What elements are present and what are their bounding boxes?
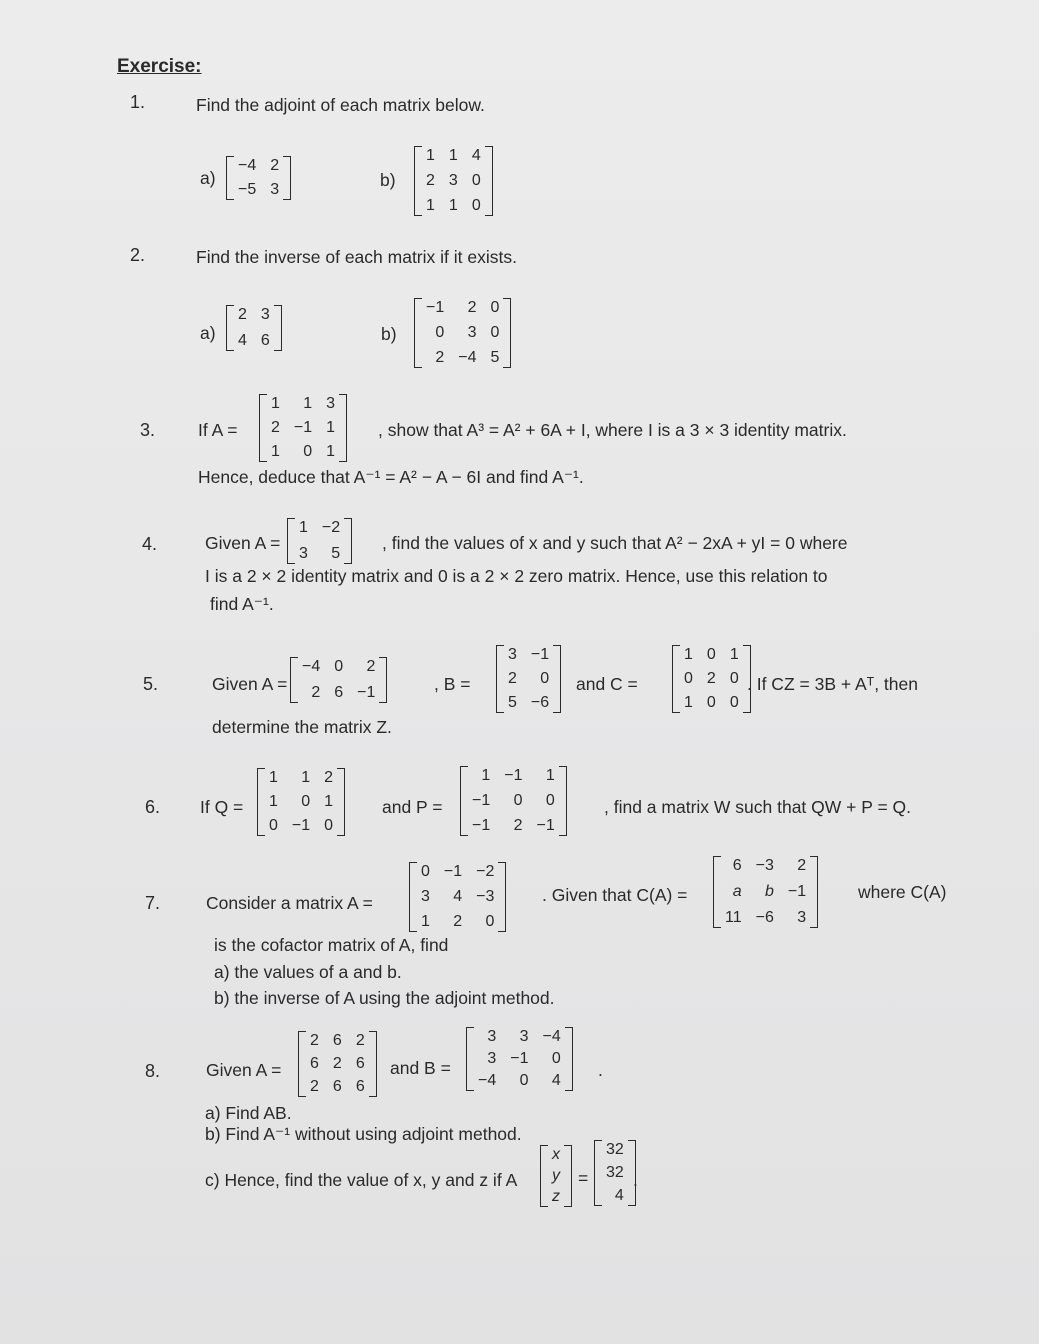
matrix-entry: 6 bbox=[334, 684, 344, 701]
matrix-entry: 3 bbox=[270, 181, 280, 198]
matrix-entry: 0 bbox=[471, 172, 481, 189]
matrix-entry: 1 bbox=[324, 793, 334, 810]
matrix-entry: −4 bbox=[458, 349, 477, 366]
matrix-entry: 11 bbox=[725, 909, 742, 926]
matrix-entry: 2 bbox=[453, 913, 463, 930]
matrix-entry: 1 bbox=[269, 793, 278, 810]
matrix-entry: 1 bbox=[448, 147, 458, 164]
matrix-entry: 4 bbox=[471, 147, 481, 164]
matrix-entry: −1 bbox=[530, 646, 550, 663]
left-bracket bbox=[672, 645, 680, 713]
matrix-entry: 3 bbox=[260, 306, 270, 323]
matrix-entry: −1 bbox=[504, 767, 523, 784]
matrix-entry: 0 bbox=[471, 197, 481, 214]
matrix-entry: 0 bbox=[706, 694, 716, 711]
q7-post: where C(A) bbox=[858, 882, 947, 902]
matrix-entry: −4 bbox=[478, 1072, 497, 1089]
matrix-entry: −1 bbox=[510, 1050, 529, 1067]
matrix-entry: 3 bbox=[519, 1028, 529, 1045]
q3-line2: Hence, deduce that A⁻¹ = A² − A − 6I and find A⁻¹. bbox=[198, 467, 584, 487]
matrix-entry: 3 bbox=[487, 1050, 497, 1067]
matrix-entry: 2 bbox=[332, 1055, 342, 1072]
q6-mid: and P = bbox=[382, 797, 443, 817]
matrix-entry: 6 bbox=[260, 332, 270, 349]
right-bracket bbox=[485, 146, 493, 216]
matrix-entry: 1 bbox=[271, 395, 280, 412]
q5-mid2: and C = bbox=[576, 674, 638, 694]
matrix-entry: 6 bbox=[355, 1055, 365, 1072]
q8-vector-xyz bbox=[540, 1145, 572, 1207]
matrix-entry: −4 bbox=[302, 658, 321, 675]
right-bracket bbox=[565, 1027, 573, 1091]
matrix-entry: 6 bbox=[732, 857, 742, 874]
matrix-entry: 4 bbox=[551, 1072, 561, 1089]
matrix-entry: a bbox=[732, 883, 742, 900]
right-bracket bbox=[553, 645, 561, 713]
q1a-matrix bbox=[226, 156, 291, 200]
matrix-entry: 3 bbox=[797, 909, 807, 926]
matrix-entry: 2 bbox=[797, 857, 807, 874]
matrix-entry: 5 bbox=[490, 349, 500, 366]
matrix-entry: −1 bbox=[443, 863, 463, 880]
q6-post: , find a matrix W such that QW + P = Q. bbox=[604, 797, 912, 817]
q6-pre: If Q = bbox=[200, 797, 244, 817]
left-bracket bbox=[414, 146, 422, 216]
matrix-entry: 1 bbox=[301, 769, 311, 786]
q1b-label: b) bbox=[380, 170, 396, 190]
q7-part-a: a) the values of a and b. bbox=[214, 962, 402, 982]
matrix-entry: 0 bbox=[269, 817, 278, 834]
q8-part-c: c) Hence, find the value of x, y and z if A bbox=[205, 1170, 518, 1190]
matrix-entry: 2 bbox=[271, 419, 280, 436]
matrix-entry: 1 bbox=[481, 767, 491, 784]
q8-matrix-A bbox=[298, 1031, 377, 1097]
page-title: Exercise: bbox=[117, 56, 202, 77]
matrix-entry: −5 bbox=[238, 181, 257, 198]
matrix-entry: 4 bbox=[614, 1187, 624, 1204]
matrix-entry: 1 bbox=[299, 519, 308, 536]
q4-line3: find A⁻¹. bbox=[210, 594, 274, 614]
q2b-matrix bbox=[414, 298, 511, 368]
matrix-entry: 0 bbox=[545, 792, 555, 809]
right-bracket bbox=[498, 862, 506, 932]
left-bracket bbox=[290, 657, 298, 703]
q6-matrix-Q bbox=[257, 768, 345, 836]
matrix-entry: 6 bbox=[355, 1078, 365, 1095]
matrix-entry: 2 bbox=[355, 1032, 365, 1049]
q7-mid: . Given that C(A) = bbox=[542, 885, 688, 905]
matrix-entry: 1 bbox=[684, 646, 693, 663]
left-bracket bbox=[496, 645, 504, 713]
q8-part-b: b) Find A⁻¹ without using adjoint method. bbox=[205, 1124, 522, 1144]
matrix-entry: 0 bbox=[334, 658, 344, 675]
q8-pre: Given A = bbox=[206, 1060, 282, 1080]
matrix-entry: z bbox=[552, 1188, 560, 1205]
q3-pre: If A = bbox=[198, 420, 238, 440]
right-bracket bbox=[379, 657, 387, 703]
q7-line2: is the cofactor matrix of A, find bbox=[214, 935, 449, 955]
matrix-entry: 3 bbox=[448, 172, 458, 189]
matrix-entry: 1 bbox=[426, 197, 435, 214]
q5-number: 5. bbox=[143, 674, 159, 694]
matrix-entry: 1 bbox=[448, 197, 458, 214]
matrix-entry: 1 bbox=[326, 419, 336, 436]
matrix-entry: −1 bbox=[536, 817, 555, 834]
matrix-entry: 3 bbox=[467, 324, 477, 341]
q7-part-b: b) the inverse of A using the adjoint method. bbox=[214, 988, 555, 1008]
matrix-entry: −1 bbox=[472, 792, 491, 809]
matrix-entry: 0 bbox=[519, 1072, 529, 1089]
q4-post: , find the values of x and y such that A² − 2xA + yI = 0 where bbox=[382, 533, 848, 553]
matrix-entry: −1 bbox=[426, 299, 445, 316]
matrix-entry: 2 bbox=[324, 769, 334, 786]
matrix-entry: 1 bbox=[729, 646, 739, 663]
matrix-entry: 32 bbox=[606, 1141, 624, 1158]
q3-post: , show that A³ = A² + 6A + I, where I is a 3 × 3 identity matrix. bbox=[378, 420, 847, 440]
matrix-entry: 2 bbox=[435, 349, 445, 366]
q8-vector-rhs bbox=[594, 1140, 636, 1206]
matrix-entry: 2 bbox=[513, 817, 523, 834]
matrix-entry: 6 bbox=[310, 1055, 319, 1072]
matrix-entry: −3 bbox=[476, 888, 495, 905]
q2a-label: a) bbox=[200, 323, 216, 343]
matrix-entry: 0 bbox=[706, 646, 716, 663]
matrix-entry: 4 bbox=[238, 332, 247, 349]
matrix-entry: 0 bbox=[324, 817, 334, 834]
matrix-entry: 3 bbox=[299, 545, 308, 562]
q8-number: 8. bbox=[145, 1061, 161, 1081]
q7-pre: Consider a matrix A = bbox=[206, 893, 373, 913]
q5-post: . If CZ = 3B + Aᵀ, then bbox=[747, 674, 918, 694]
matrix-entry: 32 bbox=[606, 1164, 624, 1181]
matrix-entry: 2 bbox=[508, 670, 517, 687]
q5-line2: determine the matrix Z. bbox=[212, 717, 392, 737]
q3-number: 3. bbox=[140, 420, 156, 440]
left-bracket bbox=[259, 394, 267, 462]
q1-number: 1. bbox=[130, 92, 146, 112]
matrix-entry: 1 bbox=[303, 395, 313, 412]
q7-matrix-A bbox=[409, 862, 506, 932]
left-bracket bbox=[226, 156, 234, 200]
q8-mid: and B = bbox=[390, 1058, 451, 1078]
matrix-entry: 3 bbox=[487, 1028, 497, 1045]
matrix-entry: 1 bbox=[326, 443, 336, 460]
matrix-entry: 1 bbox=[684, 694, 693, 711]
right-bracket bbox=[339, 394, 347, 462]
matrix-entry: 4 bbox=[453, 888, 463, 905]
matrix-entry: 0 bbox=[490, 299, 500, 316]
q3-matrix-A bbox=[259, 394, 347, 462]
matrix-entry: 1 bbox=[271, 443, 280, 460]
q1a-label: a) bbox=[200, 168, 216, 188]
q4-line2: I is a 2 × 2 identity matrix and 0 is a 2 × 2 zero matrix. Hence, use this relation to bbox=[205, 566, 828, 586]
matrix-entry: b bbox=[764, 883, 774, 900]
matrix-entry: −2 bbox=[476, 863, 495, 880]
q6-number: 6. bbox=[145, 797, 161, 817]
matrix-entry: −4 bbox=[238, 157, 257, 174]
q5-matrix-A bbox=[290, 657, 387, 703]
matrix-entry: 0 bbox=[435, 324, 445, 341]
q4-matrix-A bbox=[287, 518, 352, 564]
q5-pre: Given A = bbox=[212, 674, 288, 694]
left-bracket bbox=[713, 856, 721, 928]
right-bracket bbox=[503, 298, 511, 368]
q6-matrix-P bbox=[460, 766, 567, 836]
matrix-entry: 6 bbox=[332, 1078, 342, 1095]
left-bracket bbox=[287, 518, 295, 564]
matrix-entry: x bbox=[552, 1146, 560, 1163]
matrix-entry: 0 bbox=[551, 1050, 561, 1067]
q8-part-c-end: . bbox=[633, 1170, 638, 1190]
matrix-entry: 5 bbox=[331, 545, 341, 562]
q4-pre: Given A = bbox=[205, 533, 281, 553]
matrix-entry: y bbox=[552, 1167, 560, 1184]
left-bracket bbox=[409, 862, 417, 932]
matrix-entry: −6 bbox=[530, 694, 550, 711]
matrix-entry: −1 bbox=[787, 883, 807, 900]
matrix-entry: 2 bbox=[426, 172, 435, 189]
right-bracket bbox=[283, 156, 291, 200]
matrix-entry: 0 bbox=[421, 863, 430, 880]
matrix-entry: 1 bbox=[426, 147, 435, 164]
q5-mid1: , B = bbox=[434, 674, 471, 694]
right-bracket bbox=[337, 768, 345, 836]
q7-matrix-C bbox=[713, 856, 818, 928]
q1b-matrix bbox=[414, 146, 493, 216]
matrix-entry: 0 bbox=[485, 913, 495, 930]
matrix-entry: 3 bbox=[508, 646, 517, 663]
left-bracket bbox=[466, 1027, 474, 1091]
matrix-entry: −6 bbox=[755, 909, 774, 926]
right-bracket bbox=[559, 766, 567, 836]
q8-equals: = bbox=[578, 1168, 589, 1188]
matrix-entry: 1 bbox=[545, 767, 555, 784]
matrix-entry: −2 bbox=[321, 519, 341, 536]
matrix-entry: −1 bbox=[357, 684, 376, 701]
q5-matrix-C bbox=[672, 645, 751, 713]
matrix-entry: 0 bbox=[490, 324, 500, 341]
left-bracket bbox=[414, 298, 422, 368]
matrix-entry: 6 bbox=[332, 1032, 342, 1049]
q5-matrix-B bbox=[496, 645, 561, 713]
matrix-entry: 2 bbox=[310, 1078, 319, 1095]
q2a-matrix bbox=[226, 305, 282, 351]
right-bracket bbox=[274, 305, 282, 351]
left-bracket bbox=[226, 305, 234, 351]
q4-number: 4. bbox=[142, 534, 158, 554]
matrix-entry: −4 bbox=[542, 1028, 561, 1045]
matrix-entry: 0 bbox=[729, 694, 739, 711]
q2-number: 2. bbox=[130, 245, 146, 265]
matrix-entry: −1 bbox=[293, 419, 313, 436]
matrix-entry: 1 bbox=[421, 913, 430, 930]
matrix-entry: −1 bbox=[291, 817, 311, 834]
right-bracket bbox=[369, 1031, 377, 1097]
left-bracket bbox=[540, 1145, 548, 1207]
matrix-entry: 2 bbox=[467, 299, 477, 316]
q1-text: Find the adjoint of each matrix below. bbox=[196, 95, 485, 115]
matrix-entry: 0 bbox=[303, 443, 313, 460]
matrix-entry: 2 bbox=[310, 1032, 319, 1049]
left-bracket bbox=[257, 768, 265, 836]
matrix-entry: −1 bbox=[472, 817, 491, 834]
right-bracket bbox=[344, 518, 352, 564]
matrix-entry: 2 bbox=[270, 157, 280, 174]
matrix-entry: 0 bbox=[513, 792, 523, 809]
left-bracket bbox=[298, 1031, 306, 1097]
matrix-entry: 2 bbox=[366, 658, 376, 675]
matrix-entry: 2 bbox=[238, 306, 247, 323]
left-bracket bbox=[594, 1140, 602, 1206]
right-bracket bbox=[810, 856, 818, 928]
matrix-entry: 1 bbox=[269, 769, 278, 786]
q8-part-a: a) Find AB. bbox=[205, 1103, 292, 1123]
matrix-entry: 3 bbox=[326, 395, 336, 412]
matrix-entry: 5 bbox=[508, 694, 517, 711]
matrix-entry: 0 bbox=[684, 670, 693, 687]
matrix-entry: 0 bbox=[301, 793, 311, 810]
right-bracket bbox=[564, 1145, 572, 1207]
matrix-entry: 0 bbox=[729, 670, 739, 687]
matrix-entry: 2 bbox=[311, 684, 321, 701]
matrix-entry: 2 bbox=[706, 670, 716, 687]
q8-matrix-B bbox=[466, 1027, 573, 1091]
q8-post: . bbox=[598, 1060, 603, 1080]
q7-number: 7. bbox=[145, 893, 161, 913]
matrix-entry: −3 bbox=[755, 857, 774, 874]
q2b-label: b) bbox=[381, 324, 397, 344]
q2-text: Find the inverse of each matrix if it exists. bbox=[196, 247, 517, 267]
matrix-entry: 3 bbox=[421, 888, 430, 905]
left-bracket bbox=[460, 766, 468, 836]
matrix-entry: 0 bbox=[540, 670, 550, 687]
